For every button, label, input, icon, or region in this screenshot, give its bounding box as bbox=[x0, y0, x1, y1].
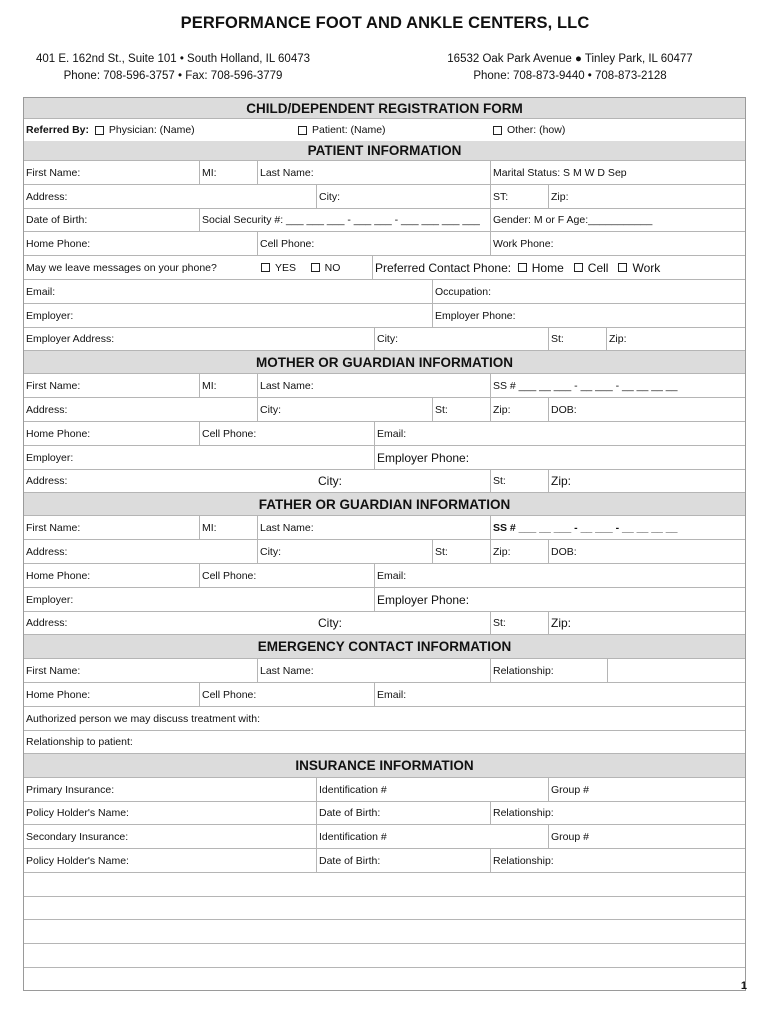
emergency-phone-row bbox=[24, 683, 745, 707]
secondary-policy-holder-field[interactable]: Policy Holder's Name: bbox=[26, 854, 129, 867]
patient-employer-state-field[interactable]: St: bbox=[548, 328, 606, 350]
blank-line[interactable] bbox=[24, 944, 745, 968]
father-employer-phone-field[interactable]: Employer Phone: bbox=[374, 588, 745, 611]
authorized-row bbox=[24, 707, 745, 731]
messages-row bbox=[24, 256, 745, 280]
secondary-insurance-row bbox=[24, 825, 745, 849]
mother-city-field[interactable]: City: bbox=[257, 398, 432, 421]
mother-mi-field[interactable]: MI: bbox=[199, 374, 257, 397]
patient-gender-field[interactable]: Gender: M or F Age:___________ bbox=[490, 209, 745, 231]
physician-label: Physician: (Name) bbox=[108, 124, 195, 136]
patient-heading: PATIENT INFORMATION bbox=[24, 141, 745, 161]
patient-name-row bbox=[24, 161, 745, 185]
yes-checkbox[interactable] bbox=[261, 263, 270, 272]
mother-state-field[interactable]: St: bbox=[432, 398, 490, 421]
patient-employer-address-field[interactable]: Employer Address: bbox=[26, 333, 115, 345]
father-last-name-field[interactable]: Last Name: bbox=[257, 516, 490, 539]
other-checkbox[interactable] bbox=[493, 126, 502, 135]
blank-line[interactable] bbox=[24, 920, 745, 944]
email-row bbox=[24, 280, 745, 304]
father-employer-city-field[interactable]: City: bbox=[318, 616, 342, 630]
patient-referral-checkbox[interactable] bbox=[298, 126, 307, 135]
primary-group-field[interactable]: Group # bbox=[548, 778, 745, 801]
father-address-field[interactable]: Address: bbox=[26, 545, 68, 558]
patient-phone-row bbox=[24, 232, 745, 256]
mother-employer-field[interactable]: Employer: bbox=[26, 451, 74, 464]
employer-row bbox=[24, 304, 745, 328]
right-address: 16532 Oak Park Avenue ● Tinley Park, IL 60477 bbox=[447, 53, 693, 65]
father-zip-field[interactable]: Zip: bbox=[490, 540, 548, 563]
physician-checkbox[interactable] bbox=[95, 126, 104, 135]
emergency-home-phone-field[interactable]: Home Phone: bbox=[26, 688, 91, 701]
father-employer-zip-field[interactable]: Zip: bbox=[548, 612, 745, 634]
mother-home-phone-field[interactable]: Home Phone: bbox=[26, 427, 91, 440]
mother-cell-phone-field[interactable]: Cell Phone: bbox=[199, 422, 374, 445]
patient-first-name-field[interactable]: First Name: bbox=[26, 166, 81, 179]
preferred-contact-label: Preferred Contact Phone: bbox=[375, 260, 512, 275]
secondary-insurance-field[interactable]: Secondary Insurance: bbox=[26, 830, 129, 843]
emergency-extra-field[interactable] bbox=[607, 659, 745, 682]
father-employer-row bbox=[24, 588, 745, 612]
primary-holder-row bbox=[24, 802, 745, 825]
emergency-relationship-field[interactable]: Relationship: bbox=[490, 659, 607, 682]
employer-address-row bbox=[24, 328, 745, 351]
primary-insurance-field[interactable]: Primary Insurance: bbox=[26, 783, 115, 796]
father-cell-phone-field[interactable]: Cell Phone: bbox=[199, 564, 374, 587]
referred-row bbox=[24, 119, 745, 141]
patient-employer-phone-field[interactable]: Employer Phone: bbox=[432, 304, 745, 327]
patient-mi-field[interactable]: MI: bbox=[199, 161, 257, 184]
marital-status-field[interactable]: Marital Status: S M W D Sep bbox=[490, 161, 745, 184]
form-title: CHILD/DEPENDENT REGISTRATION FORM bbox=[24, 98, 745, 119]
left-phone: Phone: 708-596-3757 • Fax: 708-596-3779 bbox=[63, 70, 283, 82]
yes-label: YES bbox=[275, 261, 297, 274]
father-address-row bbox=[24, 540, 745, 564]
patient-state-field[interactable]: ST: bbox=[490, 185, 548, 208]
father-home-phone-field[interactable]: Home Phone: bbox=[26, 569, 91, 582]
cell-checkbox[interactable] bbox=[574, 263, 583, 272]
relationship-to-patient-field[interactable]: Relationship to patient: bbox=[26, 736, 133, 748]
patient-email-field[interactable]: Email: bbox=[26, 285, 56, 298]
mother-employer-address-row bbox=[24, 470, 745, 493]
emergency-cell-phone-field[interactable]: Cell Phone: bbox=[199, 683, 374, 706]
mother-name-row bbox=[24, 374, 745, 398]
cell-label: Cell bbox=[587, 260, 609, 275]
father-city-field[interactable]: City: bbox=[257, 540, 432, 563]
emergency-name-row bbox=[24, 659, 745, 683]
father-state-field[interactable]: St: bbox=[432, 540, 490, 563]
secondary-holder-dob-field[interactable]: Date of Birth: bbox=[316, 849, 490, 872]
father-name-row bbox=[24, 516, 745, 540]
father-employer-field[interactable]: Employer: bbox=[26, 593, 74, 606]
left-address: 401 E. 162nd St., Suite 101 • South Holland, IL 60473 bbox=[35, 53, 311, 65]
emergency-heading: EMERGENCY CONTACT INFORMATION bbox=[24, 635, 745, 659]
home-label: Home bbox=[531, 260, 564, 275]
father-employer-state-field[interactable]: St: bbox=[490, 612, 548, 634]
right-phone: Phone: 708-873-9440 • 708-873-2128 bbox=[473, 70, 667, 82]
referred-label: Referred By: bbox=[26, 124, 90, 136]
mother-employer-state-field[interactable]: St: bbox=[490, 470, 548, 492]
father-phone-row bbox=[24, 564, 745, 588]
patient-employer-field[interactable]: Employer: bbox=[26, 309, 74, 322]
primary-identification-field[interactable]: Identification # bbox=[316, 778, 548, 801]
mother-dob-field[interactable]: DOB: bbox=[548, 398, 745, 421]
father-heading: FATHER OR GUARDIAN INFORMATION bbox=[24, 493, 745, 516]
patient-ssn-field[interactable]: Social Security #: ___ ___ ___ - ___ ___ - ___ ___ ___ ___ bbox=[199, 209, 490, 231]
work-checkbox[interactable] bbox=[618, 263, 627, 272]
mother-employer-row bbox=[24, 446, 745, 470]
document-title: PERFORMANCE FOOT AND ANKLE CENTERS, LLC bbox=[180, 14, 590, 32]
other-label: Other: (how) bbox=[507, 124, 566, 136]
father-mi-field[interactable]: MI: bbox=[199, 516, 257, 539]
patient-referral-label: Patient: (Name) bbox=[312, 124, 386, 136]
mother-last-name-field[interactable]: Last Name: bbox=[257, 374, 490, 397]
patient-work-phone-field[interactable]: Work Phone: bbox=[490, 232, 745, 255]
insurance-heading: INSURANCE INFORMATION bbox=[24, 754, 745, 778]
mother-employer-city-field[interactable]: City: bbox=[318, 474, 342, 488]
patient-employer-zip-field[interactable]: Zip: bbox=[606, 328, 745, 350]
patient-dob-row bbox=[24, 209, 745, 232]
mother-heading: MOTHER OR GUARDIAN INFORMATION bbox=[24, 351, 745, 374]
father-email-field[interactable]: Email: bbox=[374, 564, 745, 587]
page-number: 1 bbox=[740, 980, 747, 992]
patient-address-field[interactable]: Address: bbox=[26, 190, 68, 203]
patient-home-phone-field[interactable]: Home Phone: bbox=[26, 237, 91, 250]
mother-employer-zip-field[interactable]: Zip: bbox=[548, 470, 745, 492]
no-checkbox[interactable] bbox=[311, 263, 320, 272]
patient-zip-field[interactable]: Zip: bbox=[548, 185, 745, 208]
home-checkbox[interactable] bbox=[518, 263, 527, 272]
patient-address-row bbox=[24, 185, 745, 209]
primary-holder-dob-field[interactable]: Date of Birth: bbox=[316, 802, 490, 824]
patient-occupation-field[interactable]: Occupation: bbox=[432, 280, 745, 303]
patient-city-field[interactable]: City: bbox=[316, 185, 490, 208]
registration-form bbox=[23, 97, 746, 991]
father-employer-address-row bbox=[24, 612, 745, 635]
mother-address-row bbox=[24, 398, 745, 422]
mother-employer-address-field[interactable]: Address: bbox=[26, 475, 68, 487]
secondary-group-field[interactable]: Group # bbox=[548, 825, 745, 848]
secondary-identification-field[interactable]: Identification # bbox=[316, 825, 548, 848]
patient-dob-field[interactable]: Date of Birth: bbox=[26, 214, 88, 226]
blank-line[interactable] bbox=[24, 897, 745, 920]
relationship-patient-row bbox=[24, 731, 745, 754]
mother-zip-field[interactable]: Zip: bbox=[490, 398, 548, 421]
emergency-first-name-field[interactable]: First Name: bbox=[26, 664, 81, 677]
authorized-person-field[interactable]: Authorized person we may discuss treatment with: bbox=[26, 712, 261, 725]
mother-employer-phone-field[interactable]: Employer Phone: bbox=[374, 446, 745, 469]
patient-last-name-field[interactable]: Last Name: bbox=[257, 161, 490, 184]
primary-holder-relationship-field[interactable]: Relationship: bbox=[490, 802, 745, 824]
no-label: NO bbox=[324, 261, 341, 274]
father-first-name-field[interactable]: First Name: bbox=[26, 521, 81, 534]
work-label: Work bbox=[632, 260, 661, 275]
patient-cell-phone-field[interactable]: Cell Phone: bbox=[257, 232, 490, 255]
father-employer-address-field[interactable]: Address: bbox=[26, 617, 68, 629]
patient-employer-city-field[interactable]: City: bbox=[374, 328, 548, 350]
mother-phone-row bbox=[24, 422, 745, 446]
emergency-last-name-field[interactable]: Last Name: bbox=[257, 659, 490, 682]
mother-ssn-field[interactable]: SS # ___ __ ___ - __ ___ - __ __ __ __ bbox=[490, 374, 745, 397]
father-dob-field[interactable]: DOB: bbox=[548, 540, 745, 563]
mother-first-name-field[interactable]: First Name: bbox=[26, 379, 81, 392]
emergency-email-field[interactable]: Email: bbox=[374, 683, 745, 706]
primary-insurance-row bbox=[24, 778, 745, 802]
blank-line[interactable] bbox=[24, 873, 745, 897]
father-ssn-field[interactable]: SS # ___ __ ___ - __ ___ - __ __ __ __ bbox=[490, 516, 745, 539]
messages-label: May we leave messages on your phone? bbox=[26, 261, 217, 274]
secondary-holder-row bbox=[24, 849, 745, 873]
primary-policy-holder-field[interactable]: Policy Holder's Name: bbox=[26, 807, 129, 819]
mother-email-field[interactable]: Email: bbox=[374, 422, 745, 445]
secondary-holder-relationship-field[interactable]: Relationship: bbox=[490, 849, 745, 872]
mother-address-field[interactable]: Address: bbox=[26, 403, 68, 416]
